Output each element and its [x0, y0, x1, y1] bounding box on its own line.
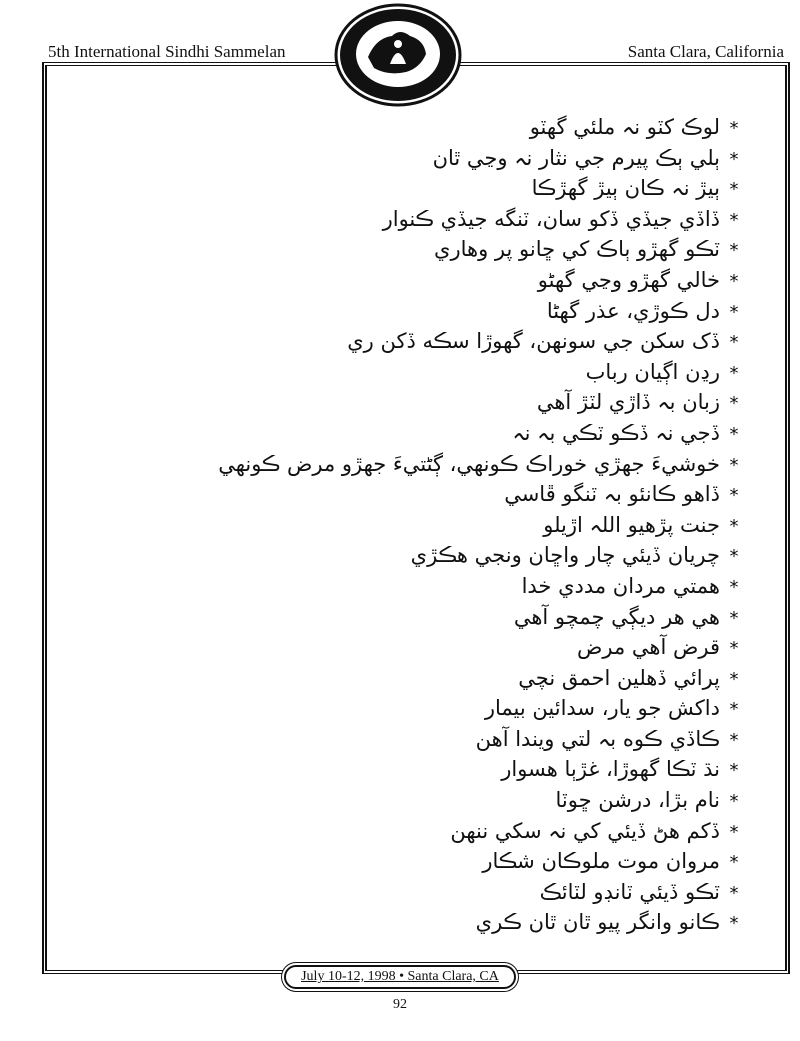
proverb-list — [48, 112, 748, 938]
proverb-text: ڏاڏي جيڏي ڏکو سان، ٽنگه جيڏي ڪنوار — [382, 206, 720, 231]
proverb-item — [48, 173, 748, 204]
proverb-item — [48, 571, 748, 602]
proverb-item — [48, 907, 748, 938]
bullet-asterisk: * — [729, 332, 739, 354]
bullet-asterisk: * — [729, 270, 739, 292]
proverb-text: ڏاهو ڪانئو بہ ٽنگو ڦاسي — [504, 482, 720, 507]
bullet-asterisk: * — [729, 913, 739, 935]
proverb-text: ٻلي ٻڪ پيرم جي نثار نہ وڃي ٿان — [432, 145, 720, 170]
bullet-asterisk: * — [729, 699, 739, 721]
proverb-item — [48, 540, 748, 571]
proverb-text: داکش جو يار، سدائين بيمار — [484, 696, 720, 721]
proverb-text: ڏجي نہ ڏڪو ٽڪي بہ نہ — [512, 420, 720, 445]
bullet-asterisk: * — [729, 607, 739, 629]
bullet-asterisk: * — [729, 576, 739, 598]
proverb-text: خالي گھڙو وڃي گھڻو — [537, 267, 720, 292]
proverb-item — [48, 877, 748, 908]
proverb-item — [48, 296, 748, 327]
event-date-text: July 10-12, 1998 • Santa Clara, CA — [301, 969, 499, 984]
bullet-asterisk: * — [729, 423, 739, 445]
proverb-item — [48, 204, 748, 235]
proverb-item — [48, 449, 748, 480]
bullet-asterisk: * — [729, 301, 739, 323]
proverb-item — [48, 724, 748, 755]
bullet-asterisk: * — [729, 791, 739, 813]
proverb-item — [48, 816, 748, 847]
bullet-asterisk: * — [729, 638, 739, 660]
proverb-text: ڏک سکن جي سونهن، گھوڙا سڪه ڏکن ري — [347, 329, 720, 354]
proverb-item — [48, 846, 748, 877]
proverb-text: همتي مردان مددي خدا — [521, 573, 720, 598]
proverb-item — [48, 754, 748, 785]
bullet-asterisk: * — [729, 485, 739, 507]
proverb-item — [48, 663, 748, 694]
bullet-asterisk: * — [729, 209, 739, 231]
sammelan-seal-logo — [330, 2, 466, 112]
header-left-title: 5th International Sindhi Sammelan — [48, 42, 286, 61]
proverb-item — [48, 326, 748, 357]
proverb-text: لوڪ کٽو نہ ملئي گھٽو — [529, 115, 720, 139]
proverb-item — [48, 387, 748, 418]
proverb-text: قرض آهي مرض — [576, 635, 720, 660]
bullet-asterisk: * — [729, 179, 739, 201]
proverb-item — [48, 265, 748, 296]
proverb-text: ٽڪو ڏيئي ٽانڊو لٽائڪ — [539, 879, 720, 904]
proverb-text: هي هر ديڳي چمچو آهي — [513, 604, 720, 629]
proverb-item — [48, 479, 748, 510]
proverb-text: ڏکم هڻ ڏيئي کي نہ سکي ننهن — [450, 818, 720, 843]
proverb-text: زبان بہ ڏاڙي لٽڙ آهي — [536, 390, 720, 415]
bullet-asterisk: * — [729, 546, 739, 568]
event-date-banner — [284, 965, 516, 989]
bullet-asterisk: * — [729, 882, 739, 904]
proverb-text: نڌ ٽڪا گھوڙا، غڙٻا هسوار — [501, 757, 720, 782]
bullet-asterisk: * — [729, 454, 739, 476]
proverb-text: چريان ڏيئي چار واڇان ونجي هڪڙي — [410, 543, 720, 568]
proverb-text: ڪانو وانگر پيو ٿان ٿان ڪري — [475, 910, 720, 935]
proverb-text: ڪاڏي ڪوه بہ لتي ويندا آهن — [475, 726, 720, 751]
proverb-item — [48, 357, 748, 388]
proverb-text: دل ڪوڙي، عذر گھڻا — [546, 298, 720, 323]
proverb-text: نام بڙا، درشن ڇوٽا — [555, 788, 720, 813]
proverb-text: ٽڪو گھڙو ٻاڪ کي ڇانو پر وهاري — [434, 237, 720, 262]
bullet-asterisk: * — [729, 362, 739, 384]
proverb-item — [48, 510, 748, 541]
proverb-item — [48, 632, 748, 663]
proverb-item — [48, 418, 748, 449]
proverb-item — [48, 234, 748, 265]
bullet-asterisk: * — [729, 852, 739, 874]
proverb-text: خوشيءَ جهڙي خوراڪ ڪونهي، ڳڻتيءَ جهڙو مرض ڪونهي — [218, 451, 720, 476]
bullet-asterisk: * — [729, 240, 739, 262]
proverb-text: رڍن اڳيان رباب — [585, 359, 720, 384]
header-right-location: Santa Clara, California — [627, 42, 784, 61]
proverb-item — [48, 112, 748, 143]
proverb-text: ٻيڙ نہ ڪان ٻيڙ گھڙڪا — [531, 176, 720, 201]
proverb-item — [48, 693, 748, 724]
bullet-asterisk: * — [729, 729, 739, 751]
bullet-asterisk: * — [729, 821, 739, 843]
bullet-asterisk: * — [729, 515, 739, 537]
bullet-asterisk: * — [729, 760, 739, 782]
bullet-asterisk: * — [729, 393, 739, 415]
bullet-asterisk: * — [729, 148, 739, 170]
bullet-asterisk: * — [729, 668, 739, 690]
proverb-item — [48, 602, 748, 633]
proverb-text: جنت پڙهيو اللہ اڙيلو — [543, 512, 720, 537]
bullet-asterisk: * — [729, 118, 739, 139]
proverb-item — [48, 143, 748, 174]
proverb-text: مروان موت ملوڪان شڪار — [482, 849, 720, 874]
page-number: 92 — [393, 997, 407, 1012]
proverb-text: پرائي ڏهلين احمق نچي — [518, 665, 720, 690]
proverb-item — [48, 785, 748, 816]
